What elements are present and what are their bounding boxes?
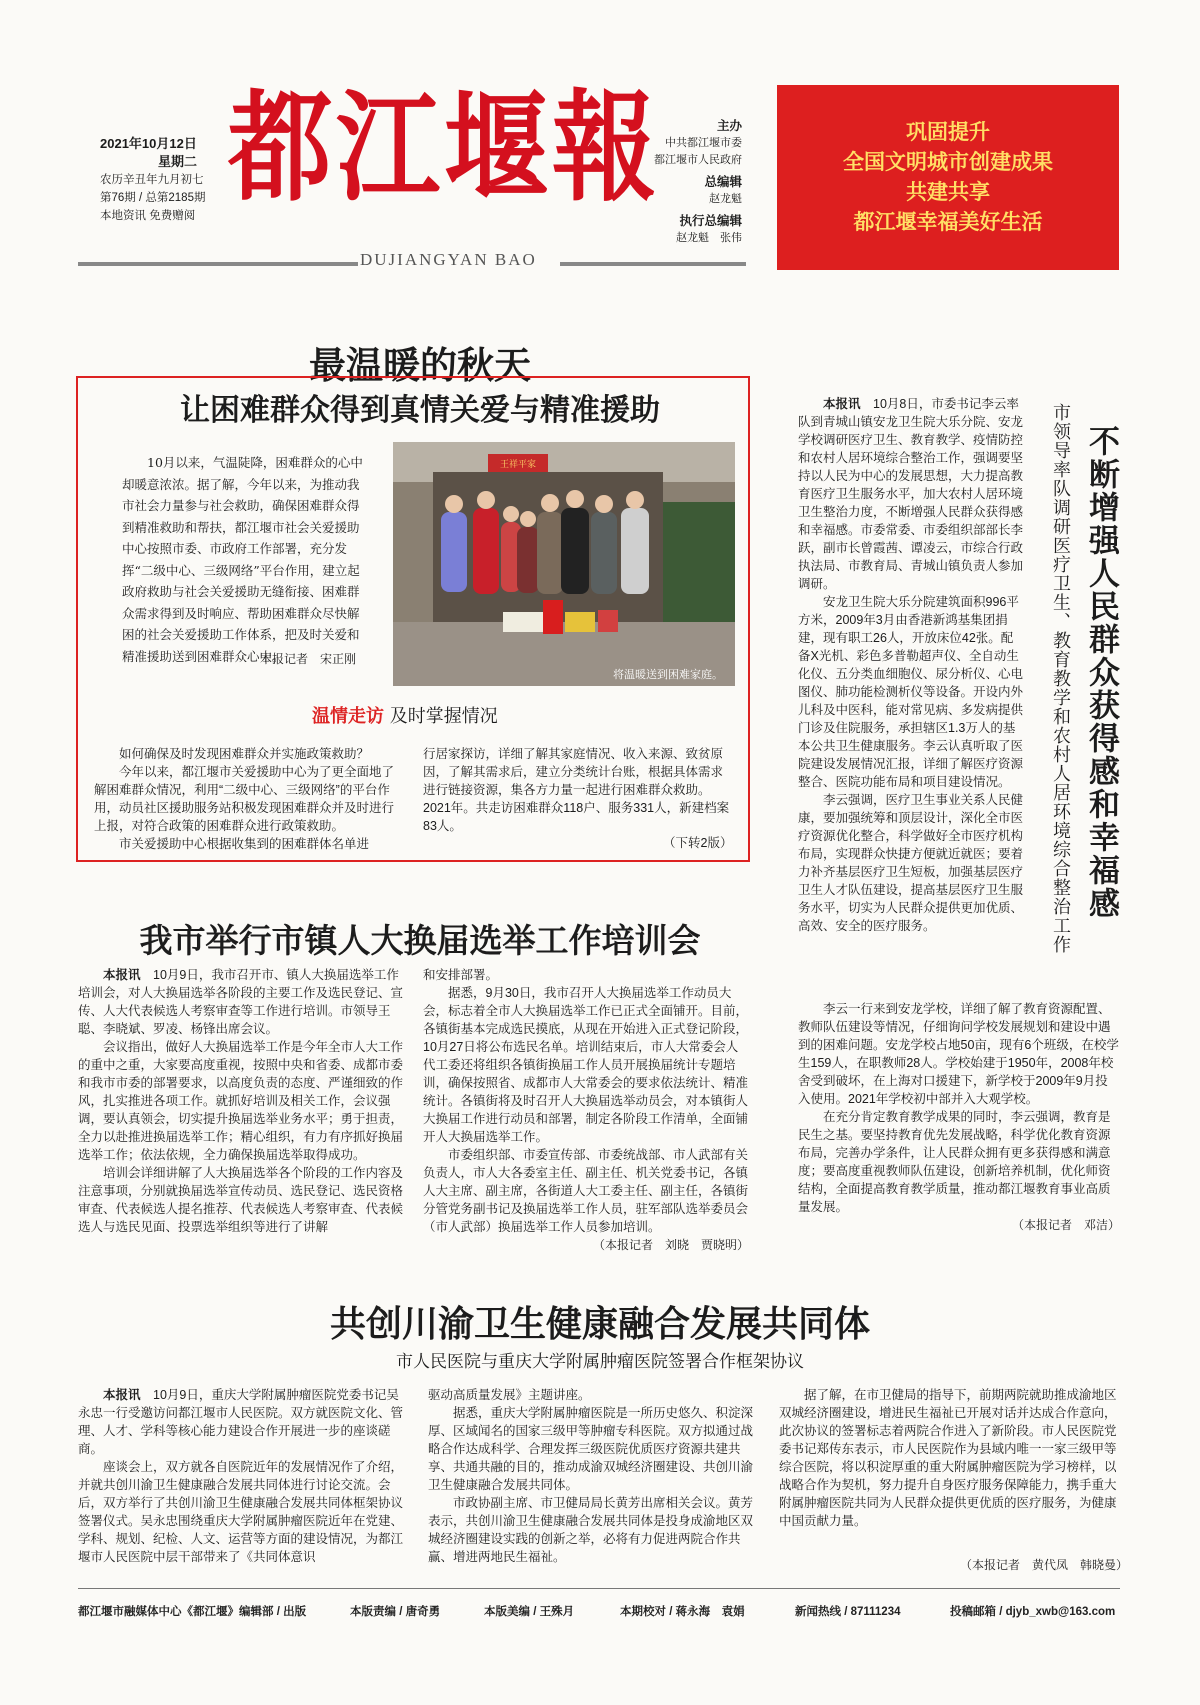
lead-paragraph: 市关爱援助中心根据收集到的困难群体名单进: [119, 837, 370, 851]
lead-intro-paragraph: 10月以来，气温陡降，困难群众的心中却暖意浓浓。据了解，今年以来，为推动我市社会力量参与社会救助，确保困难群众得到精准救助和帮扶，都江堰市社会关爱援助中心按照市委、市政府工作部署，充分发挥“二级中心、三级网络”平台作用，建立起政府救助与社会关爱援助无缝衔接、困难群众需求得到及时响应、帮助困难群众尽快解困的社会关爱援助工作体系，把及时关爱和精准援助送到困难群众心中。: [122, 455, 363, 664]
lead-paragraph: 如何确保及时发现困难群众并实施政策救助？: [119, 747, 370, 761]
exec-editor-label: 执行总编辑: [679, 214, 742, 228]
newspaper-title: 都江堰報: [228, 76, 661, 218]
lead-photo: [393, 442, 735, 686]
right-paragraph: 在充分肯定教育教学成果的同时，李云强调，教育是民生之基。要坚持教育优先发展战略，科学优化教育资源布局，完善办学条件，让人民群众拥有更多获得感和满意度；要高度重视教师队伍建设，创新培养机制，优化师资结构，全面提高教育教学质量，推动都江堰教育事业高质量发展。: [798, 1110, 1111, 1214]
rice-bag: [503, 612, 543, 632]
lead-subheadline: 让困难群众得到真情关爱与精准援助: [180, 393, 660, 428]
health-byline: （本报记者 黄代凤 韩晓曼）: [960, 1558, 1129, 1572]
lead-section-title: [312, 702, 498, 728]
lead-headline: 最温暖的秋天: [309, 343, 531, 387]
chief-editor: 赵龙魁: [709, 193, 742, 205]
health-column-2: [428, 1386, 758, 1566]
slogan-line: 全国文明城市创建成果: [843, 149, 1053, 174]
gift-bag: [598, 610, 618, 632]
slogan-box: [777, 85, 1119, 270]
masthead-date-block: [100, 135, 240, 225]
lead-paragraph: 行居家探访，详细了解其家庭情况、收入来源、致贫原因，了解其需求后，建立分类统计台账，根据具体需求进行链接资源，集各方力量一起进行困难群众救助。2021年。共走访困难群众118户、服务331人，新建档案83人。: [423, 747, 730, 833]
footer-divider: [78, 1588, 1120, 1589]
footer-email[interactable]: 投稿邮箱 / djyb_xwb@163.com: [950, 1606, 1116, 1618]
section-title-black: 及时掌握情况: [389, 706, 498, 727]
newspaper-pinyin: DUJIANGYAN BAO: [360, 250, 537, 269]
slogan-line: 都江堰幸福美好生活: [853, 209, 1043, 234]
health-subheadline: 市人民医院与重庆大学附属肿瘤医院签署合作框架协议: [396, 1352, 804, 1371]
issue-number: 第76期 / 总第2185期: [100, 192, 206, 204]
health-headline: 共创川渝卫生健康融合发展共同体: [329, 1303, 870, 1345]
lead-column-1: [94, 745, 404, 853]
election-headline: 我市举行市镇人大换届选举工作培训会: [139, 921, 701, 960]
election-byline: （本报记者 刘晓 贾晓明）: [592, 1238, 749, 1252]
section-title-red: 温情走访: [312, 706, 384, 727]
right-paragraph: 本报讯 10月8日，市委书记李云率队到青城山镇安龙卫生院大乐分院、安龙学校调研医疗卫生、教育教学、疫情防控和农村人居环境综合整治工作，强调要坚持以人民为中心的发展思想，大力提高教育医疗卫生服务水平，加大农村人居环境卫生整治力度，不断增强人民群众获得感和幸福感。市委常委、市委组织部部长李跃，副市长曾霞茜、谭凌云，市综合行政执法局、市教育局、青城山镇负责人参加调研。: [798, 397, 1024, 591]
health-paragraph: 驱动高质量发展》主题讲座。: [428, 1388, 591, 1402]
footer-editor: 本版责编 / 唐奇勇: [350, 1606, 441, 1618]
issue-date: 2021年10月12日: [100, 136, 197, 151]
right-byline: （本报记者 邓洁）: [1011, 1218, 1120, 1232]
right-article-body: [798, 395, 1023, 935]
right-paragraph: 李云强调，医疗卫生事业关系人民健康，要加强统筹和顶层设计，深化全市医疗资源优化整合，科学做好全市医疗机构布局，实现群众快捷方便就近就医；要着力补齐基层医疗卫生短板，加强基层医疗卫生人才队伍建设，提高基层医疗卫生服务水平，切实为人民群众提供更加优质、高效、安全的医疗服务。: [798, 793, 1024, 933]
election-paragraph: 据悉，9月30日，我市召开人大换届选举工作动员大会，标志着全市人大换届选举工作已正式全面铺开。目前，各镇街基本完成选民摸底，从现在开始进入正式登记阶段，10月27日将公布选民名单。培训结束后，市人大常委会人代工委还将组织各镇街换届工作人员开展换届统计专题培训，确保按照省、成都市人大常委会的要求依法统计、精准统计。各镇街将及时召开人大换届选举动员会，对本镇街人大换届工作进行动员和部署，制定各阶段工作清单，全面铺开人大换届选举工作。: [423, 986, 749, 1144]
footer-hotline: 新闻热线 / 87111234: [795, 1606, 901, 1618]
sponsor-label: 主办: [716, 119, 742, 133]
health-column-1: [78, 1386, 408, 1566]
lead-column-2: [423, 745, 735, 835]
chief-editor-label: 总编辑: [704, 175, 742, 189]
footer-designer: 本版美编 / 王殊月: [484, 1606, 575, 1618]
health-paragraph: 座谈会上，双方就各自医院近年的发展情况作了介绍，并就共创川渝卫生健康融合发展共同体进行讨论交流。会后，双方举行了共创川渝卫生健康融合发展共同体框架协议签署仪式。吴永忠围绕重庆大学附属肿瘤医院近年在党建、学科、规划、纪检、人文、运营等方面的建设情况，为都江堰市人民医院中层干部带来了《共同体意识: [78, 1460, 404, 1564]
election-paragraph: 市委组织部、市委宣传部、市委统战部、市人武部有关负责人，市人大各委室主任、副主任、机关党委书记，各镇人大主席、副主席，各街道人大工委主任、副主任，各镇街分管党务副书记及换届选举工作人员，驻军部队选举委员会（市人武部）换届选举工作人员参加培训。: [423, 1148, 749, 1234]
election-column-1: [78, 966, 403, 1236]
lead-intro-text: [122, 452, 370, 667]
door-sign: 王祥平家: [499, 460, 537, 470]
issue-weekday: 星期二: [158, 154, 198, 169]
lead-paragraph: 今年以来，都江堰市关爱援助中心为了更全面地了解困难群众情况，利用“二级中心、三级网络”的平台作用，动员社区援助服务站积极发现困难群众并及时进行上报，对符合政策的困难群众进行政策救助。: [94, 765, 395, 833]
right-article-body-lower: [798, 1000, 1120, 1234]
election-column-2: [423, 966, 749, 1254]
election-paragraph: 和安排部署。: [423, 968, 499, 982]
slogan-line: 巩固提升: [906, 119, 990, 144]
gift-box: [543, 600, 563, 634]
lead-photo-illustration: [393, 442, 735, 686]
health-paragraph: 据了解，在市卫健局的指导下，前期两院就助推成渝地区双城经济圈建设，增进民生福祉已开展对话并达成合作意向，此次协议的签署标志着两院合作进入了新阶段。市人民医院党委书记郑传东表示，市人民医院作为县域内唯一一家三级甲等综合医院，将以积淀厚重的重大附属肿瘤医院为学习榜样，以战略合作为契机，努力提升自身医疗服务保障能力，携手重大附属肿瘤医院共同为人民群众提供更优质的医疗服务，为健康中国贡献力量。: [779, 1388, 1117, 1528]
free-notice: 本地资讯 免费赠阅: [100, 210, 196, 222]
lunar-date: 农历辛丑年九月初七: [100, 174, 204, 186]
oil-bottles: [565, 612, 595, 632]
masthead-rule-right: [560, 262, 746, 266]
health-paragraph: 市政协副主席、市卫健局局长黄芳出席相关会议。黄芳表示，共创川渝卫生健康融合发展共同体是投身成渝地区双城经济圈建设实践的创新之举，必将有力促进两院合作共赢、增进两地民生福祉。: [428, 1496, 754, 1564]
continued-notice: （下转2版）: [663, 836, 733, 850]
lead-byline: 本报记者 宋正刚: [260, 652, 357, 666]
election-paragraph: 本报讯 10月9日，我市召开市、镇人大换届选举工作培训会，对人大换届选举各阶段的主要工作及选民登记、宣传、人大代表候选人考察审查等工作进行培训。市领导王聪、李晓斌、罗凌、杨锋出席会议。: [78, 968, 404, 1036]
footer-publisher: 都江堰市融媒体中心《都江堰》编辑部 / 出版: [78, 1606, 307, 1618]
masthead-rule-left: [78, 262, 358, 266]
election-paragraph: 会议指出，做好人大换届选举工作是今年全市人大工作的重中之重，大家要高度重视，按照中央和省委、成都市委和我市市委的部署要求，以高度负责的态度、严谨细致的作风，扎实推进各项工作。就抓好培训及相关工作，会议强调，要认真领会，切实提升换届选举业务水平；勇于担责，全力以赴推进换届选举工作；精心组织，有力有序抓好换届选举工作；依法依规，全力确保换届选举取得成功。: [78, 1040, 404, 1162]
right-paragraph: 李云一行来到安龙学校，详细了解了教育资源配置、教师队伍建设等情况，仔细询问学校发展规划和建设中遇到的困难问题。安龙学校占地50亩，现有6个班级，在校学生159人，在职教师28人。学校始建于1950年，2008年校舍受到破坏，在上海对口援建下，新学校于2009年9月投入使用。2021年学校初中部并入大观学校。: [798, 1002, 1119, 1106]
footer-proofreader: 本期校对 / 蒋永海 袁娟: [620, 1606, 745, 1618]
right-paragraph: 安龙卫生院大乐分院建筑面积996平方米，2009年3月由香港新鸿基集团捐建，现有职工26人，开放床位42张。配备X光机、彩色多普勒超声仪、全自动生化仪、五分类血细胞仪、尿分析仪、心电图仪、肺功能检测析仪等设备。开设内外儿科及中医科，能对常见病、多发病提供门诊及住院服务，承担辖区1.3万人的基本公共卫生健康服务。李云认真听取了医院建设发展情况汇报，详细了解医疗资源整合、医院功能布局和项目建设情况。: [798, 595, 1024, 789]
right-article-title: 不断增强人民群众获得感和幸福感: [1083, 425, 1119, 920]
exec-editor: 赵龙魁 张伟: [676, 232, 742, 244]
health-paragraph: 据悉，重庆大学附属肿瘤医院是一所历史悠久、积淀深厚、区域闻名的国家三级甲等肿瘤专科医院。双方拟通过战略合作达成科学、合理发挥三级医院优质医疗资源共建共享、共通共融的目的，推动成渝双城经济圈建设、共创川渝卫生健康融合发展共同体。: [428, 1406, 754, 1492]
right-article-subtitle: 市领导率队调研医疗卫生、教育教学和农村人居环境综合整治工作: [1050, 403, 1071, 954]
sponsor-1: 中共都江堰市委: [665, 137, 742, 149]
health-paragraph: 本报讯 10月9日，重庆大学附属肿瘤医院党委书记吴永忠一行受邀访问都江堰市人民医院。双方就医院文化、管理、人才、学科等核心能力建设合作开展进一步的座谈磋商。: [78, 1388, 404, 1456]
photo-caption: 将温暖送到困难家庭。: [613, 668, 723, 681]
sponsor-2: 都江堰市人民政府: [654, 154, 742, 166]
slogan-line: 共建共享: [906, 179, 990, 204]
masthead-credits: [652, 113, 742, 247]
election-paragraph: 培训会详细讲解了人大换届选举各个阶段的工作内容及注意事项，分别就换届选举宣传动员、选民登记、选民资格审查、代表候选人提名推荐、代表候选人考察审查、代表候选人与选民见面、投票选举组织等进行了讲解: [78, 1166, 404, 1234]
health-column-3: [779, 1386, 1120, 1530]
